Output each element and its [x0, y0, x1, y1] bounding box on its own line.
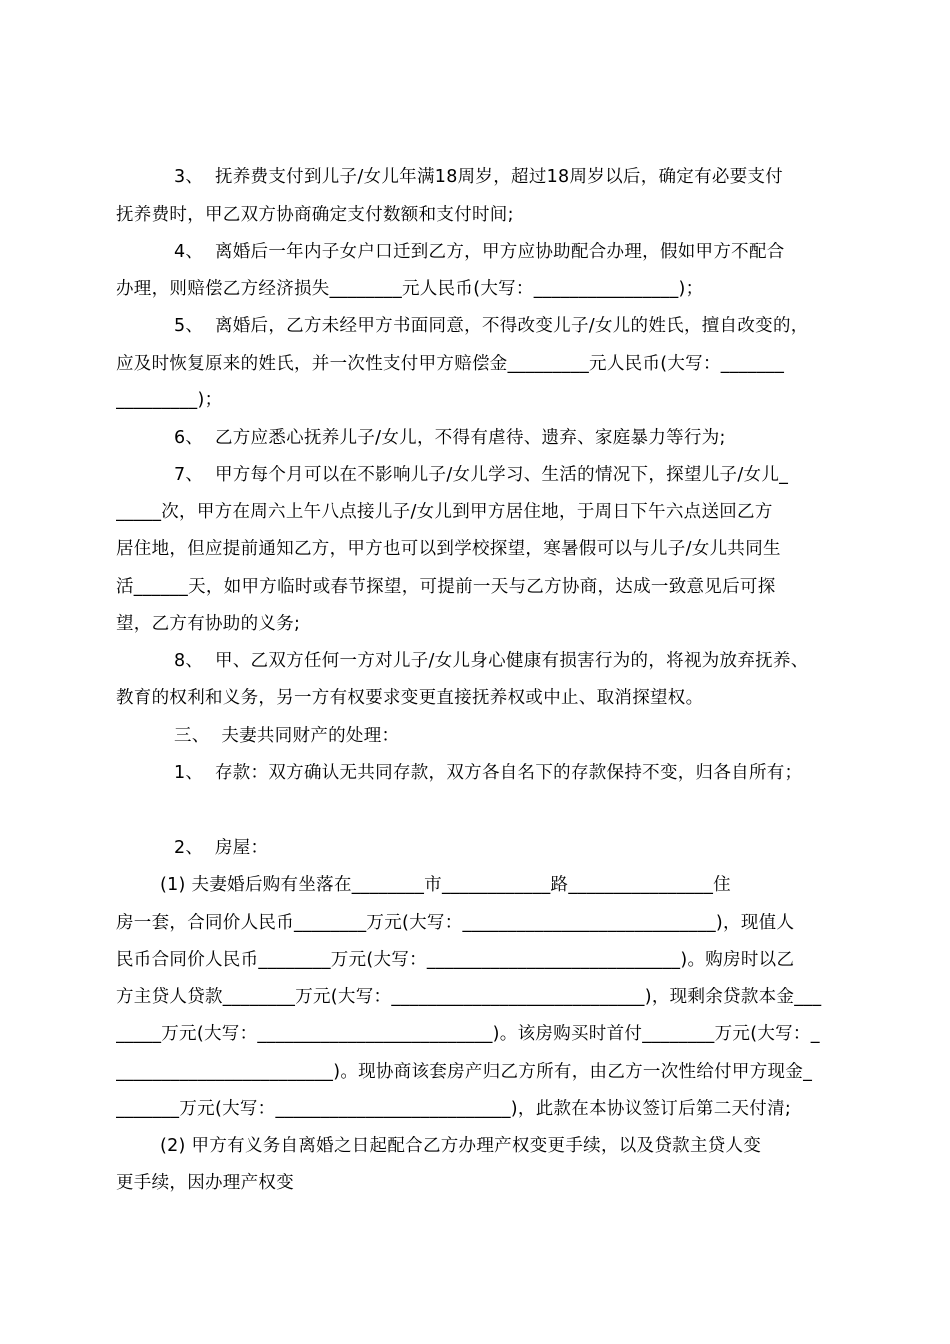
housing-item-1-line-3: 民币合同价人民币________万元(大写：____________________________)。购房时以乙	[116, 950, 795, 970]
clause-5-line-2: 应及时恢复原来的姓氏，并一次性支付甲方赔偿金_________元人民币(大写：_______	[116, 354, 785, 374]
property-1-deposit: 1、 存款：双方确认无共同存款，双方各自名下的存款保持不变，归各自所有；	[174, 763, 803, 783]
housing-item-1-line-4: 方主贷人贷款________万元(大写：____________________________)，现剩余贷款本金___	[116, 987, 822, 1007]
housing-item-1-line-1: (1) 夫妻婚后购有坐落在________市____________路________________住	[160, 875, 731, 895]
clause-3-line-2: 抚养费时，甲乙双方协商确定支付数额和支付时间;	[116, 205, 514, 225]
clause-7-line-4: 活______天，如甲方临时或春节探望，可提前一天与乙方协商，达成一致意见后可探	[116, 577, 776, 597]
clause-7-line-1: 7、 甲方每个月可以在不影响儿子/女儿学习、生活的情况下，探望儿子/女儿_	[174, 465, 789, 485]
clause-7-line-5: 望，乙方有协助的义务;	[116, 614, 301, 634]
section-3-heading: 三、 夫妻共同财产的处理：	[174, 726, 400, 746]
clause-4-line-2: 办理，则赔偿乙方经济损失________元人民币(大写：________________)；	[116, 279, 704, 299]
property-2-housing-heading: 2、 房屋：	[174, 838, 269, 858]
housing-item-1-line-7: _______万元(大写：__________________________)，此款在本协议签订后第二天付清;	[116, 1099, 792, 1119]
housing-item-1-line-2: 房一套，合同价人民币________万元(大写：____________________________)，现值人	[116, 913, 795, 933]
clause-5-line-3: _________)；	[116, 390, 223, 410]
housing-item-2-line-1: (2) 甲方有义务自离婚之日起配合乙方办理产权变更手续，以及贷款主贷人变	[160, 1136, 762, 1156]
clause-8-line-1: 8、 甲、乙双方任何一方对儿子/女儿身心健康有损害行为的，将视为放弃抚养、	[174, 651, 809, 671]
clause-5-line-1: 5、 离婚后，乙方未经甲方书面同意，不得改变儿子/女儿的姓氏，擅自改变的，	[174, 316, 809, 336]
clause-8-line-2: 教育的权利和义务，另一方有权要求变更直接抚养权或中止、取消探望权。	[116, 688, 704, 708]
housing-item-1-line-6: ________________________)。现协商该套房产归乙方所有，由乙方一次性给付甲方现金_	[116, 1062, 813, 1082]
clause-7-line-3: 居住地，但应提前通知乙方，甲方也可以到学校探望，寒暑假可以与儿子/女儿共同生	[116, 539, 781, 559]
clause-3-line-1: 3、 抚养费支付到儿子/女儿年满18周岁，超过18周岁以后，确定有必要支付	[174, 167, 784, 187]
clause-6-line-1: 6、 乙方应悉心抚养儿子/女儿，不得有虐待、遗弃、家庭暴力等行为;	[174, 428, 726, 448]
clause-7-line-2: _____次，甲方在周六上午八点接儿子/女儿到甲方居住地，于周日下午六点送回乙方	[116, 502, 773, 522]
clause-4-line-1: 4、 离婚后一年内子女户口迁到乙方，甲方应协助配合办理，假如甲方不配合	[174, 242, 785, 262]
housing-item-2-line-2: 更手续，因办理产权变	[116, 1173, 294, 1193]
housing-item-1-line-5: _____万元(大写：__________________________)。该房购买时首付________万元(大写：_	[116, 1024, 820, 1044]
